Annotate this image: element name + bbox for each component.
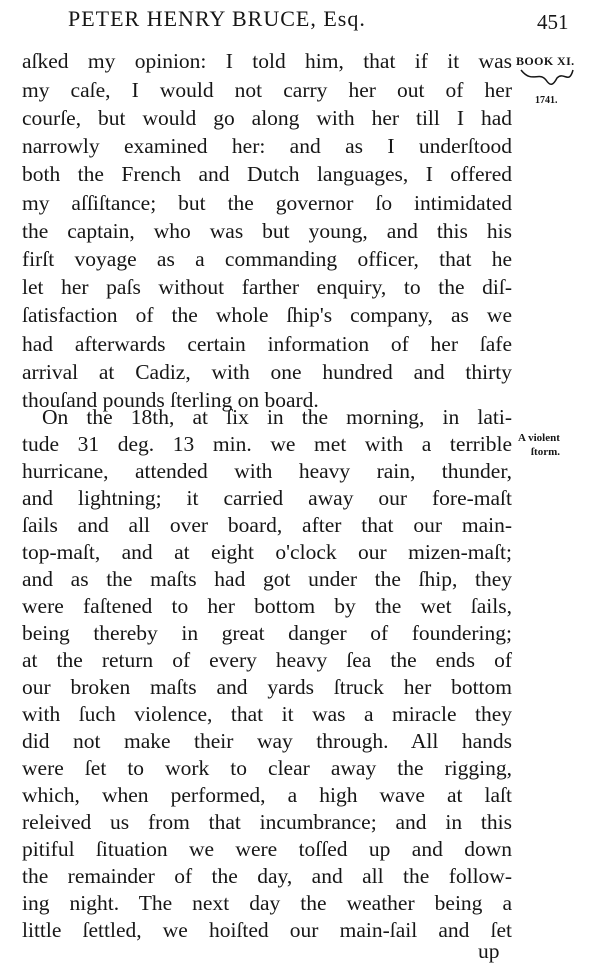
marginal-note-storm: ſtorm. [531, 446, 561, 458]
text-line: narrowly examined her: and as I underſtood [22, 134, 512, 158]
text-line: ſatisfaction of the whole ſhip's company, as we [22, 303, 512, 327]
text-line: were ſet to work to clear away the rigging, [22, 756, 512, 780]
marginal-book-label: BOOK XI. [516, 54, 575, 68]
text-line: had afterwards certain information of her ſafe [22, 332, 512, 356]
text-line: little ſettled, we hoiſted our main-ſail and ſet [22, 918, 512, 942]
running-head: PETER HENRY BRUCE, Esq. [68, 6, 366, 31]
marginal-note-violent: A violent [518, 432, 560, 444]
text-line: let her paſs without farther enquiry, to the diſ- [22, 275, 512, 299]
text-line: which, when performed, a high wave at laſt [22, 783, 512, 807]
text-line: hurricane, attended with heavy rain, thunder, [22, 459, 512, 483]
marginal-year: 1741. [535, 95, 558, 106]
text-line: our broken maſts and yards ſtruck her bottom [22, 675, 512, 699]
text-line: aſked my opinion: I told him, that if it was [22, 49, 512, 73]
text-line: with ſuch violence, that it was a miracle they [22, 702, 512, 726]
page-number: 451 [537, 10, 569, 34]
text-line: were faſtened to her bottom by the wet ſails, [22, 594, 512, 618]
text-line: courſe, but would go along with her till I had [22, 106, 512, 130]
text-line: my caſe, I would not carry her out of her [22, 78, 512, 102]
text-line: and lightning; it carried away our fore-maſt [22, 486, 512, 510]
text-line: arrival at Cadiz, with one hundred and thirty [22, 360, 512, 384]
text-line: pitiful ſituation we were toſſed up and down [22, 837, 512, 861]
text-line: firſt voyage as a commanding officer, that he [22, 247, 512, 271]
catchword: up [478, 939, 500, 963]
text-line: both the French and Dutch languages, I offered [22, 162, 512, 186]
text-line: my aſſiſtance; but the governor ſo intimidated [22, 191, 512, 215]
text-line: top-maſt, and at eight o'clock our mizen-maſt; [22, 540, 512, 564]
text-line: and as the maſts had got under the ſhip, they [22, 567, 512, 591]
text-line: tude 31 deg. 13 min. we met with a terrible [22, 432, 512, 456]
text-line: releived us from that incumbrance; and in this [22, 810, 512, 834]
text-line: ſails and all over board, after that our main- [22, 513, 512, 537]
text-line: did not make their way through. All hands [22, 729, 512, 753]
text-line: the captain, who was but young, and this his [22, 219, 512, 243]
text-line: thouſand pounds ſterling on board. [22, 388, 319, 412]
text-line: ing night. The next day the weather being a [22, 891, 512, 915]
marginal-brace-icon [519, 68, 575, 88]
text-line: On the 18th, at ſix in the morning, in lati- [42, 405, 512, 429]
text-line: being thereby in great danger of foundering; [22, 621, 512, 645]
text-line: at the return of every heavy ſea the ends of [22, 648, 512, 672]
text-line: the remainder of the day, and all the follow- [22, 864, 512, 888]
